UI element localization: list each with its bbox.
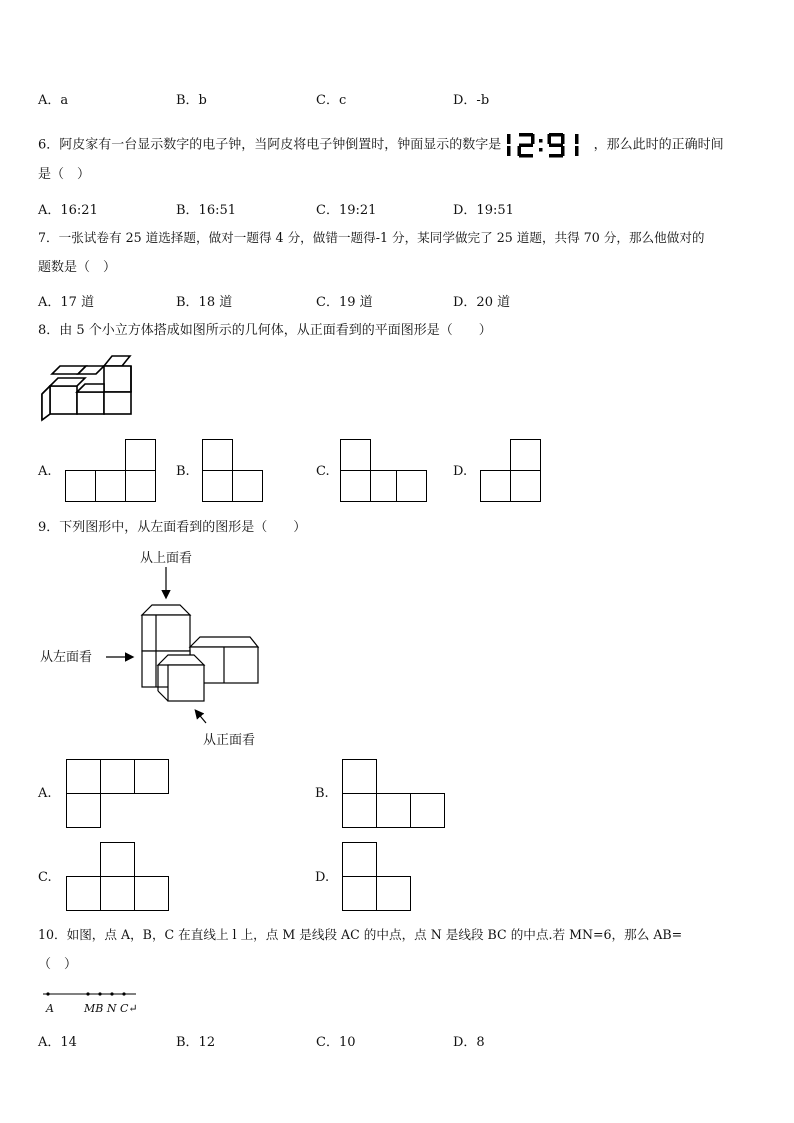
q8-solid-figure [38,352,138,422]
q10-stem-line1: 10．如图，点 A，B，C 在直线上 l 上，点 M 是线段 AC 的中点，点 N 是线段 BC 的中点.若 MN=6，那么 AB= [38,927,683,942]
q6-stem-before: 6．阿皮家有一台显示数字的电子钟，当阿皮将电子钟倒置时，钟面显示的数字是 [38,137,502,153]
q8-option-b-label[interactable]: B. [176,464,190,479]
q8-option-a-label[interactable]: A. [38,464,52,479]
q9-option-b-figure[interactable] [342,759,445,828]
q8-option-d-label[interactable]: D. [453,464,468,479]
q6-stem [38,131,724,159]
q7-option-c[interactable]: C．19 道 [316,295,373,310]
q5-option-d[interactable]: D．-b [453,93,490,108]
q8-stem: 8．由 5 个小立方体搭成如图所示的几何体，从正面看到的平面图形是（ ） [38,323,492,338]
q9-option-b-label[interactable]: B. [315,786,329,801]
view-top-label: 从上面看 [140,551,193,566]
q6-stem-after: ，那么此时的正确时间 [593,137,724,153]
clock-display-image [505,131,589,159]
q9-stem: 9．下列图形中，从左面看到的图形是（ ） [38,520,307,535]
q7-stem-line2: 题数是（ ） [38,260,117,275]
q7-stem-line1: 7．一张试卷有 25 道选择题，做对一题得 4 分，做错一题得-1 分，某同学做完了 25 道题，共得 70 分，那么他做对的 [38,230,705,245]
view-front-label: 从正面看 [203,733,256,748]
q10-point-a-label: A [46,1002,54,1015]
q8-option-c-label[interactable]: C. [316,464,330,479]
q8-option-b-figure[interactable] [202,439,265,502]
q6-option-b[interactable]: B．16:51 [176,203,237,218]
q8-option-d-figure[interactable] [480,439,543,502]
q7-option-a[interactable]: A．17 道 [38,295,95,310]
q8-option-a-figure[interactable] [65,439,157,502]
q9-option-c-figure[interactable] [66,842,169,911]
q10-point-labels: MB N C↵ [84,1002,138,1015]
q5-option-c[interactable]: C．c [316,93,347,108]
q9-option-c-label[interactable]: C. [38,870,52,885]
q6-option-a[interactable]: A．16:21 [38,203,98,218]
q6-option-c[interactable]: C．19:21 [316,203,377,218]
q10-option-b[interactable]: B．12 [176,1035,216,1050]
q7-option-d[interactable]: D．20 道 [453,295,511,310]
q9-solid-figure [100,565,270,725]
q9-option-a-figure[interactable] [66,759,169,828]
view-left-label: 从左面看 [40,650,93,665]
q5-option-a[interactable]: A．a [38,93,69,108]
q10-option-a[interactable]: A．14 [38,1035,77,1050]
q9-option-d-figure[interactable] [342,842,411,911]
q9-option-a-label[interactable]: A. [38,786,52,801]
q8-option-c-figure[interactable] [340,439,432,502]
q6-option-d[interactable]: D．19:51 [453,203,514,218]
q9-option-d-label[interactable]: D. [315,870,330,885]
q10-stem-line2: （ ） [38,957,78,972]
q10-option-d[interactable]: D．8 [453,1035,485,1050]
q7-option-b[interactable]: B．18 道 [176,295,233,310]
q6-stem-line2: 是（ ） [38,167,91,182]
q10-option-c[interactable]: C．10 [316,1035,356,1050]
q5-option-b[interactable]: B．b [176,93,207,108]
